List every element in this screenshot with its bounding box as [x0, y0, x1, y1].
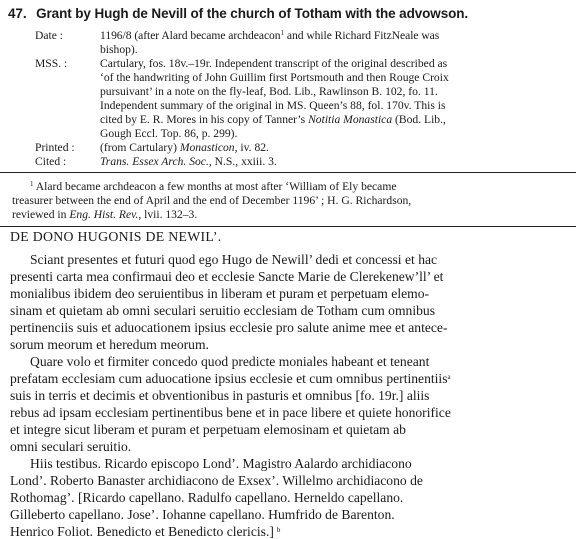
mss-line-4: Independent summary of the original in MS. Queen’s 88, fol. 170v. This is [100, 99, 446, 112]
charter-line-4: sinam et quietam ab omni seculari seruitio ecclesiam de Totham cum omnibus [10, 303, 436, 318]
mss-label: MSS. : [35, 57, 68, 70]
entry-number: 47. [8, 6, 27, 21]
printed-text: (from Cartulary) Monasticon, iv. 82. [100, 141, 269, 154]
witness-line-5: Henrico Foliot. Benedicto et Benedicto clericis.] $^b$ [10, 524, 281, 539]
section-rule [0, 226, 576, 227]
mss-line-3: pursuivant’ in a note on the fly-leaf, Bod. Lib., Rawlinson B. 102, fo. 11. [100, 85, 438, 98]
charter-line-11: et integre sicut liberam et puram et perpetuam elemosinam et quietam ab [10, 422, 406, 437]
charter-heading: DE DONO HUGONIS DE NEWIL’. [10, 229, 222, 244]
cited-label: Cited : [35, 155, 67, 168]
charter-line-7: Quare volo et firmiter concedo quod predicte moniales habeant et teneant [30, 354, 430, 369]
notitia-title: Notitia Monastica [308, 113, 393, 126]
witness-line-3: Rothomag’. [Ricardo capellano. Radulfo capellano. Herneldo capellano. [10, 490, 404, 505]
charter-line-3: monialibus ibidem deo seruientibus in liberam et puram et perpetuam elemo- [10, 286, 430, 301]
witness-line-1: Hiis testibus. Ricardo episcopo Lond’. Magistro Aalardo archidiacono [30, 456, 412, 471]
mss-line-5: cited by E. R. Mores in his copy of Tanner’s Notitia Monastica (Bod. Lib., [100, 113, 446, 126]
cited-text: Trans. Essex Arch. Soc., N.S., xxiii. 3. [100, 155, 277, 168]
entry-title: Grant by Hugh de Nevill of the church of Totham with the advowson. [36, 6, 469, 21]
charter-line-12: omni seculari seruitio. [10, 439, 132, 454]
textual-note-a: a [447, 373, 451, 381]
footnote-rule [0, 172, 576, 173]
entry-heading [8, 7, 468, 21]
printed-label: Printed : [35, 141, 75, 154]
date-text: 1196/8 (after Alard became archdeacon$^1$ and while Richard FitzNeale was [100, 29, 440, 42]
textual-note-b: b [276, 526, 281, 534]
mss-line-6: Gough Eccl. Top. 86, p. 299). [100, 127, 238, 140]
witness-line-4: Gilleberto capellano. Jose’. Iohanne capellano. Humfrido de Barenton. [10, 507, 395, 522]
witness-line-2: Lond’. Roberto Banaster archidiacono de Exsex’. Willelmo archidiacono de [10, 473, 423, 488]
mss-line-1: Cartulary, fos. 18v.–19r. Independent transcript of the original described as [100, 57, 448, 70]
date-text-cont: bishop). [100, 43, 138, 56]
mss-line-2: ‘of the handwriting of John Guillim first Portsmouth and then Rouge Croix [100, 71, 449, 84]
charter-line-1: Sciant presentes et futuri quod ego Hugo de Newill’ dedi et concessi et hac [30, 252, 438, 267]
footnote-line-2: treasurer between the end of April and the end of December 1196’ ; H. G. Richardson, [12, 194, 412, 207]
charter-line-2: presenti carta mea confirmaui deo et ecclesie Sancte Marie de Clerekenew’ll’ et [10, 269, 444, 284]
footnote-line-3: reviewed in Eng. Hist. Rev., lvii. 132–3. [12, 208, 198, 221]
charter-line-5: pertinenciis suis et aduocationem ipsius ecclesie pro salute anime mee et antece- [10, 320, 448, 335]
footnote-ref-1: 1 [280, 29, 285, 37]
date-label: Date : [35, 29, 64, 42]
charter-line-10: rebus ad ipsam ecclesiam pertinentibus bene et in pace libere et quiete honorifice [10, 405, 451, 420]
charter-line-9: suis in terris et decimis et obventionibus in pasturis et omnibus [fo. 19r.] aliis [10, 388, 430, 403]
footnote-marker: 1 [30, 180, 34, 188]
footnote-line-1: $^1$ Alard became archdeacon a few months at most after ‘William of Ely became [30, 180, 397, 193]
charter-line-8: prefatam ecclesiam cum aduocatione ipsius ecclesie et cum omnibus pertinentiis$^a$ [10, 371, 451, 386]
charter-line-6: sorum meorum et heredum meorum. [10, 337, 209, 352]
